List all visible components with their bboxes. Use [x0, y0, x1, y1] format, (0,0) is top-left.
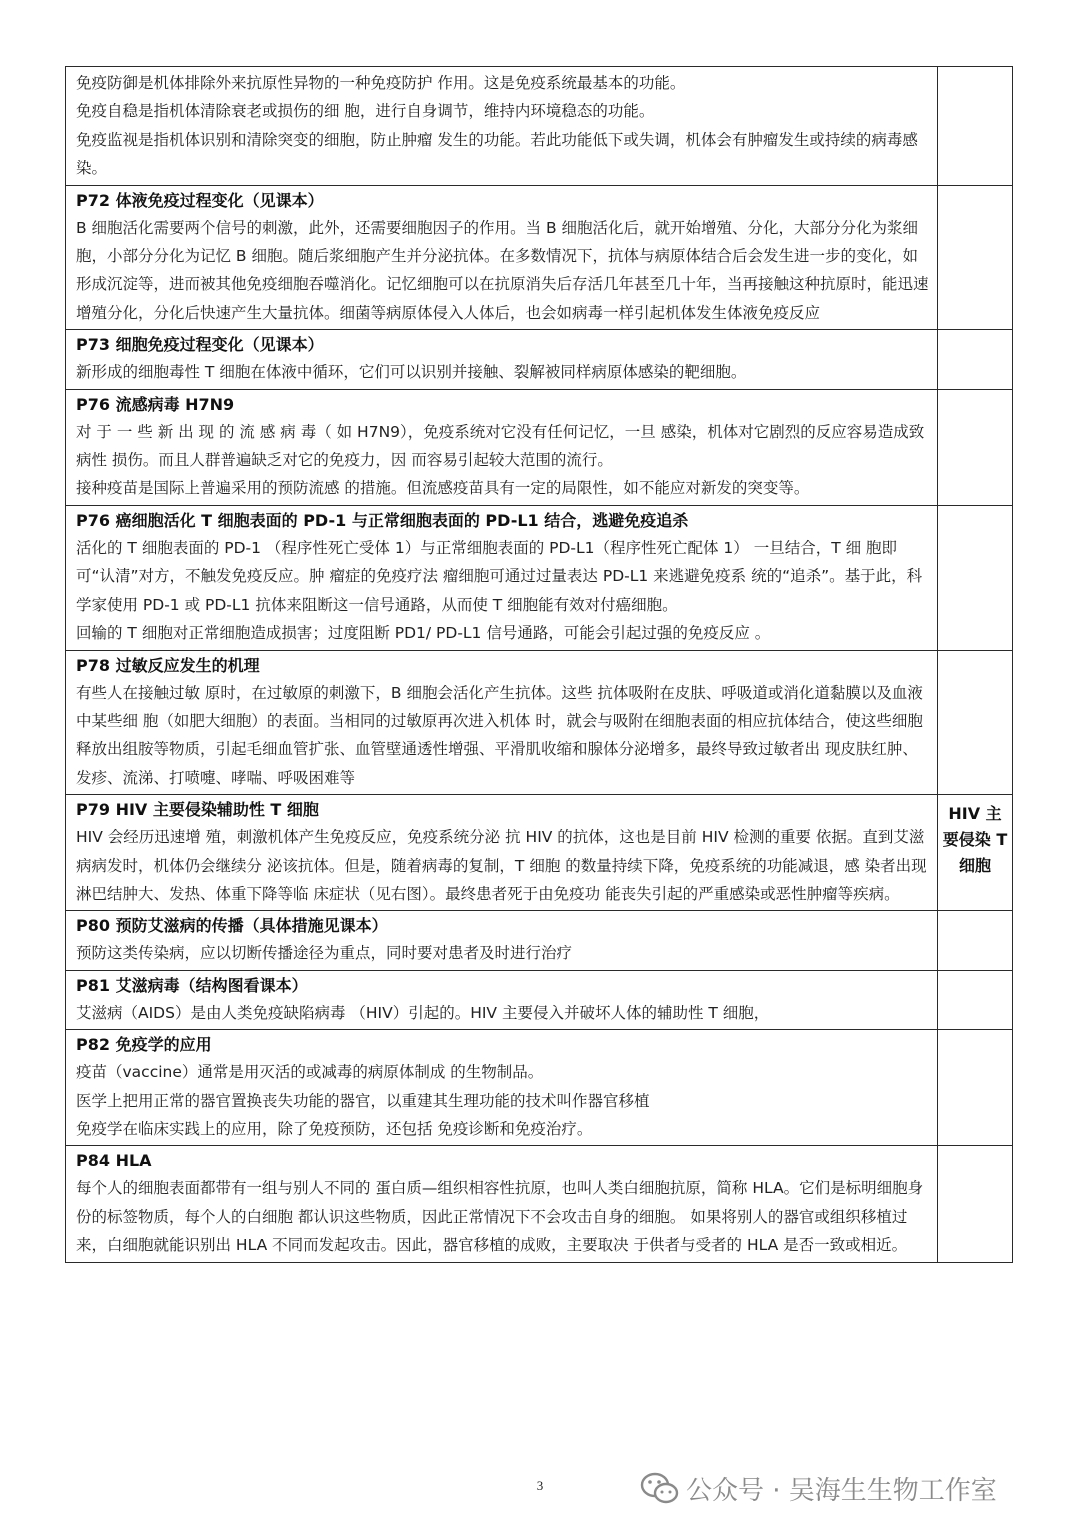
- watermark-text: 公众号 · 吴海生生物工作室: [686, 1476, 997, 1506]
- content-cell: [66, 330, 938, 389]
- table-row: [66, 911, 1013, 970]
- notes-table: [65, 66, 1013, 1263]
- section-paragraph: 活化的 T 细胞表面的 PD-1 （程序性死亡受体 1）与正常细胞表面的 PD-L1（程序性死亡配体 1） 一旦结合，T 细 胞即可“认清”对方，不触发免疫反应。肿 瘤症的免疫疗法 瘤细胞可通过过量表达 PD-L1 来逃避免疫系 统的“追杀”。基于此，科学家使用 PD-1 或 PD-L1 抗体来阻断这一信号通路，从而使 T 细胞能有效对付癌细胞。: [76, 538, 923, 614]
- section-paragraph: 免疫防御是机体排除外来抗原性异物的一种免疫防护 作用。这是免疫系统最基本的功能。: [76, 74, 686, 92]
- side-note-cell: [938, 795, 1013, 911]
- section-heading: P80 预防艾滋病的传播（具体措施见课本）: [76, 916, 388, 936]
- table-row: [66, 650, 1013, 795]
- table-row: [66, 1030, 1013, 1146]
- section-heading: P76 流感病毒 H7N9: [76, 394, 235, 414]
- content-cell: [66, 185, 938, 330]
- section-paragraph: 免疫学在临床实践上的应用，除了免疫预防，还包括 免疫诊断和免疫治疗。: [76, 1119, 593, 1138]
- section-paragraph: 新形成的细胞毒性 T 细胞在体液中循环，它们可以识别并接触、裂解被同样病原体感染的靶细胞。: [76, 363, 747, 382]
- section-paragraph: 对 于 一 些 新 出 现 的 流 感 病 毒（ 如 H7N9），免疫系统对它没有任何记忆，一旦 感染，机体对它剧烈的反应容易造成致病性 损伤。而且人群普遍缺乏对它的免疫力，因 而容易引起较大范围的流行。: [76, 422, 925, 470]
- table-row: [66, 389, 1013, 505]
- section-paragraph: 回输的 T 细胞对正常细胞造成损害；过度阻断 PD1/ PD-L1 信号通路，可能会引起过强的免疫反应 。: [76, 624, 771, 643]
- content-cell: [66, 650, 938, 795]
- side-note-cell: [938, 1146, 1013, 1262]
- side-note-cell: [938, 185, 1013, 330]
- page-number: 3: [536, 1478, 544, 1493]
- section-heading: P79 HIV 主要侵染辅助性 T 细胞: [76, 800, 319, 820]
- table-row: [66, 67, 1013, 186]
- section-paragraph: 有些人在接触过敏 原时，在过敏原的刺激下，B 细胞会活化产生抗体。这些 抗体吸附在皮肤、呼吸道或消化道黏膜以及血液中某些细 胞（如肥大细胞）的表面。当相同的过敏原再次进入机体 时，就会与吸附在细胞表面的相应抗体结合，使这些细胞 释放出组胺等物质，引起毛细血管扩张、血管壁通透性增强、平滑肌收缩和腺体分泌增多，最终导致过敏者出 现皮肤红肿、发疹、流涕、打喷嚏、哮喘、呼吸困难等: [76, 683, 923, 787]
- side-note: HIV 主要侵染 T 细胞: [942, 804, 1008, 876]
- side-note-cell: [938, 67, 1013, 186]
- content-cell: [66, 1030, 938, 1146]
- table-row: [66, 185, 1013, 330]
- table-row: [66, 330, 1013, 389]
- table-row: [66, 1146, 1013, 1262]
- side-note-cell: [938, 650, 1013, 795]
- section-paragraph: 免疫自稳是指机体清除衰老或损伤的细 胞，进行自身调节，维持内环境稳态的功能。: [76, 102, 655, 121]
- watermark: [640, 1470, 997, 1507]
- section-paragraph: 免疫监视是指机体识别和清除突变的细胞，防止肿瘤 发生的功能。若此功能低下或失调，机体会有肿瘤发生或持续的病毒感染。: [76, 130, 918, 178]
- section-paragraph: 每个人的细胞表面都带有一组与别人不同的 蛋白质—组织相容性抗原，也叫人类白细胞抗原，简称 HLA。它们是标明细胞身份的标签物质，每个人的白细胞 都认识这些物质，因此正常情况下不会攻击自身的细胞。 如果将别人的器官或组织移植过来，白细胞就能识别出 HLA 不同而发起攻击。因此，器官移植的成败，主要取决 于供者与受者的 HLA 是否一致或相近。: [76, 1179, 924, 1255]
- side-note-cell: [938, 1030, 1013, 1146]
- wechat-icon: [640, 1471, 680, 1507]
- content-cell: [66, 1146, 938, 1262]
- table-row: [66, 970, 1013, 1029]
- content-cell: [66, 67, 938, 186]
- side-note-cell: [938, 970, 1013, 1029]
- side-note-cell: [938, 330, 1013, 389]
- content-cell: [66, 389, 938, 505]
- section-heading: P84 HLA: [76, 1151, 152, 1171]
- section-paragraph: 预防这类传染病，应以切断传播途径为重点，同时要对患者及时进行治疗: [76, 944, 573, 963]
- section-heading: P81 艾滋病毒（结构图看课本）: [76, 975, 308, 995]
- section-heading: P72 体液免疫过程变化（见课本）: [76, 190, 324, 210]
- section-heading: P82 免疫学的应用: [76, 1035, 212, 1055]
- section-paragraph: 接种疫苗是国际上普遍采用的预防流感 的措施。但流感疫苗具有一定的局限性，如不能应对新发的突变等。: [76, 479, 810, 498]
- section-paragraph: 疫苗（vaccine）通常是用灭活的或减毒的病原体制成 的生物制品。: [76, 1063, 544, 1082]
- side-note-cell: [938, 505, 1013, 650]
- side-note-cell: [938, 389, 1013, 505]
- content-cell: [66, 911, 938, 970]
- table-row: [66, 505, 1013, 650]
- section-paragraph: 艾滋病（AIDS）是由人类免疫缺陷病毒 （HIV）引起的。HIV 主要侵入并破坏人体的辅助性 T 细胞，: [76, 1003, 770, 1022]
- section-heading: P73 细胞免疫过程变化（见课本）: [76, 335, 324, 355]
- content-cell: [66, 795, 938, 911]
- section-heading: P78 过敏反应发生的机理: [76, 655, 260, 675]
- content-cell: [66, 505, 938, 650]
- section-paragraph: B 细胞活化需要两个信号的刺激，此外，还需要细胞因子的作用。当 B 细胞活化后，就开始增殖、分化，大部分分化为浆细胞，小部分分化为记忆 B 细胞。随后浆细胞产生并分泌抗体。在多数情况下，抗体与病原体结合后会发生进一步的变化，如形成沉淀等，进而被其他免疫细胞吞噬消化。记忆细胞可以在抗原消失后存活几年甚至几十年，当再接触这种抗原时，能迅速增殖分化，分化后快速产生大量抗体。细菌等病原体侵入人体后，也会如病毒一样引起机体发生体液免疫反应: [76, 218, 929, 322]
- table-row: [66, 795, 1013, 911]
- section-paragraph: HIV 会经历迅速增 殖，刺激机体产生免疫反应，免疫系统分泌 抗 HIV 的抗体，这也是目前 HIV 检测的重要 依据。直到艾滋病病发时，机体仍会继续分 泌该抗体。但是，随着病毒的复制，T 细胞 的数量持续下降，免疫系统的功能减退，感 染者出现淋巴结肿大、发热、体重下降等临 床症状（见右图）。最终患者死于由免疫功 能丧失引起的严重感染或恶性肿瘤等疾病。: [76, 828, 927, 903]
- content-cell: [66, 970, 938, 1029]
- side-note-cell: [938, 911, 1013, 970]
- section-paragraph: 医学上把用正常的器官置换丧失功能的器官，以重建其生理功能的技术叫作器官移植: [76, 1091, 650, 1110]
- section-heading: P76 癌细胞活化 T 细胞表面的 PD-1 与正常细胞表面的 PD-L1 结合，逃避免疫追杀: [76, 510, 689, 530]
